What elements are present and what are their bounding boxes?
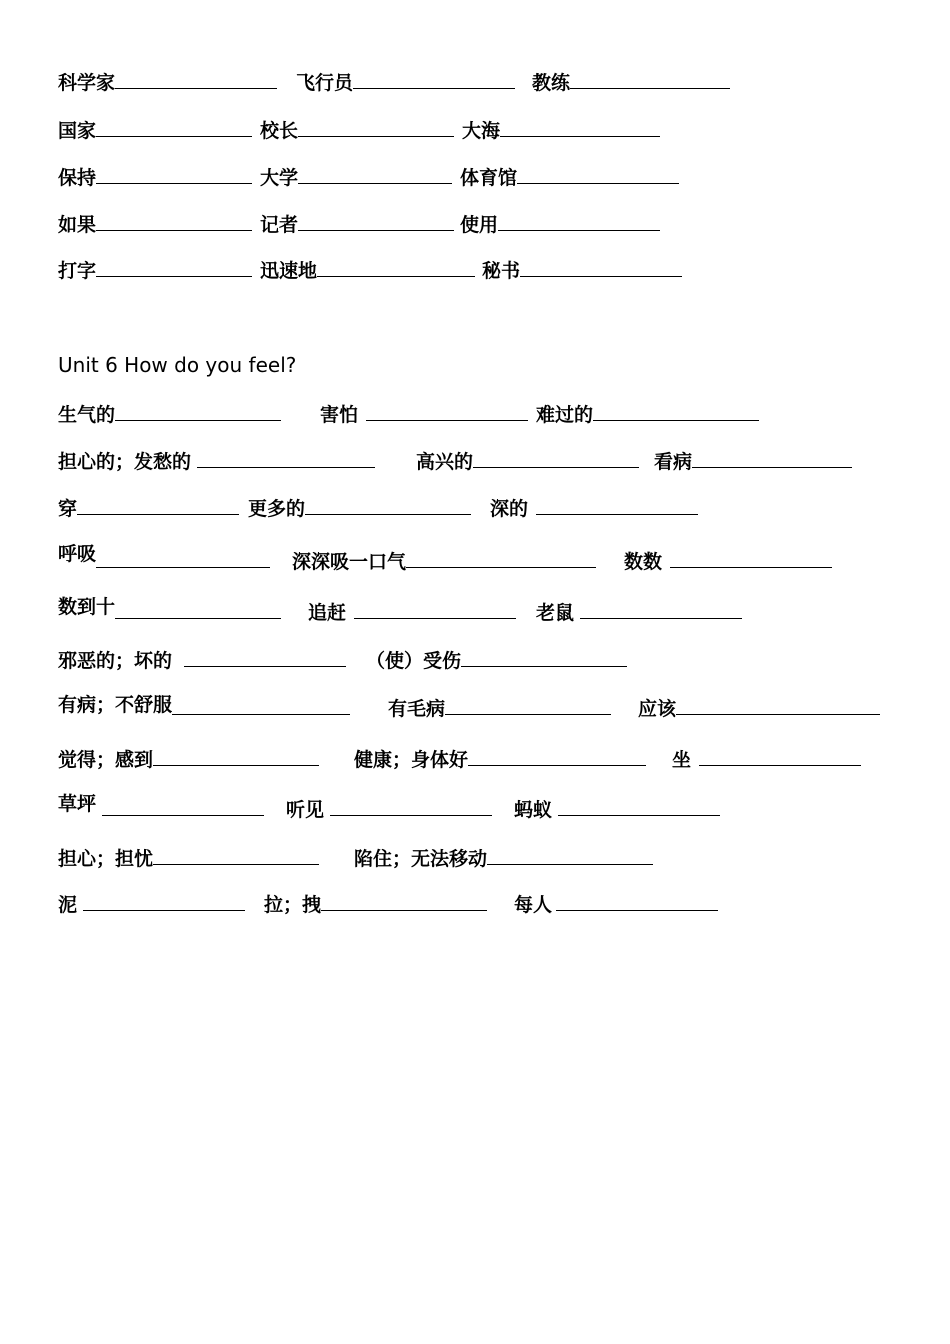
answer-blank[interactable] bbox=[699, 743, 861, 766]
vocab-item bbox=[388, 692, 611, 724]
vocab-label: 高兴的 bbox=[416, 451, 474, 473]
answer-blank[interactable] bbox=[473, 445, 639, 468]
answer-blank[interactable] bbox=[102, 793, 264, 816]
vocab-label: 坐 bbox=[672, 749, 692, 771]
vocab-item bbox=[58, 114, 252, 146]
answer-blank[interactable] bbox=[676, 692, 880, 715]
vocab-label: 追赶 bbox=[308, 602, 347, 624]
unit-heading: Unit 6 How do you feel? bbox=[58, 353, 297, 377]
vocab-item bbox=[462, 114, 660, 146]
answer-blank[interactable] bbox=[520, 254, 682, 277]
vocab-label: 害怕 bbox=[320, 404, 359, 426]
vocab-label: 体育馆 bbox=[460, 167, 518, 189]
vocab-item bbox=[654, 445, 852, 477]
answer-blank[interactable] bbox=[500, 114, 660, 137]
answer-blank[interactable] bbox=[353, 66, 515, 89]
vocab-item bbox=[58, 537, 270, 569]
vocab-label: 健康；身体好 bbox=[354, 749, 469, 771]
answer-blank[interactable] bbox=[354, 596, 516, 619]
answer-blank[interactable] bbox=[461, 644, 627, 667]
vocab-item bbox=[532, 66, 730, 98]
vocab-label: 秘书 bbox=[482, 260, 521, 282]
answer-blank[interactable] bbox=[317, 254, 475, 277]
answer-blank[interactable] bbox=[298, 208, 454, 231]
vocab-label: 呼吸 bbox=[58, 543, 97, 565]
vocab-label: 深深吸一口气 bbox=[292, 551, 407, 573]
answer-blank[interactable] bbox=[96, 254, 252, 277]
vocab-item bbox=[58, 787, 264, 819]
answer-blank[interactable] bbox=[517, 161, 679, 184]
vocab-label: 深的 bbox=[490, 498, 529, 520]
vocab-item bbox=[416, 445, 639, 477]
vocab-label: 迅速地 bbox=[260, 260, 318, 282]
answer-blank[interactable] bbox=[77, 492, 239, 515]
answer-blank[interactable] bbox=[83, 888, 245, 911]
vocab-label: 使用 bbox=[460, 214, 499, 236]
vocab-item bbox=[260, 254, 475, 286]
answer-blank[interactable] bbox=[321, 888, 487, 911]
vocab-item bbox=[58, 161, 252, 193]
answer-blank[interactable] bbox=[366, 398, 528, 421]
vocab-label: 记者 bbox=[260, 214, 299, 236]
answer-blank[interactable] bbox=[580, 596, 742, 619]
vocab-item bbox=[58, 254, 252, 286]
answer-blank[interactable] bbox=[115, 398, 281, 421]
answer-blank[interactable] bbox=[558, 793, 720, 816]
vocab-item bbox=[366, 644, 627, 676]
answer-blank[interactable] bbox=[487, 842, 653, 865]
answer-blank[interactable] bbox=[468, 743, 646, 766]
vocab-item bbox=[320, 398, 528, 430]
vocab-item bbox=[58, 888, 245, 920]
vocab-label: 泥 bbox=[58, 894, 78, 916]
answer-blank[interactable] bbox=[298, 114, 454, 137]
vocab-item bbox=[460, 161, 679, 193]
vocab-item bbox=[58, 492, 239, 524]
vocab-label: 草坪 bbox=[58, 793, 97, 815]
vocab-label: 看病 bbox=[654, 451, 693, 473]
vocab-label: 打字 bbox=[58, 260, 97, 282]
vocab-item bbox=[58, 644, 346, 676]
vocab-item bbox=[460, 208, 660, 240]
vocab-item bbox=[264, 888, 487, 920]
vocab-item bbox=[296, 66, 515, 98]
vocab-label: 数到十 bbox=[58, 596, 116, 618]
answer-blank[interactable] bbox=[670, 545, 832, 568]
answer-blank[interactable] bbox=[184, 644, 346, 667]
vocab-item bbox=[638, 692, 880, 724]
vocab-label: 如果 bbox=[58, 214, 97, 236]
answer-blank[interactable] bbox=[570, 66, 730, 89]
answer-blank[interactable] bbox=[445, 692, 611, 715]
answer-blank[interactable] bbox=[298, 161, 452, 184]
vocab-label: （使）受伤 bbox=[366, 650, 462, 672]
vocab-label: 蚂蚁 bbox=[514, 799, 553, 821]
vocab-label: 觉得；感到 bbox=[58, 749, 154, 771]
answer-blank[interactable] bbox=[96, 114, 252, 137]
vocab-label: 生气的 bbox=[58, 404, 116, 426]
answer-blank[interactable] bbox=[305, 492, 471, 515]
vocab-item bbox=[354, 743, 646, 775]
vocab-label: 应该 bbox=[638, 698, 677, 720]
vocab-item bbox=[354, 842, 653, 874]
answer-blank[interactable] bbox=[330, 793, 492, 816]
vocab-item bbox=[58, 743, 319, 775]
vocab-label: 有毛病 bbox=[388, 698, 446, 720]
vocab-label: 难过的 bbox=[536, 404, 594, 426]
vocab-label: 邪恶的；坏的 bbox=[58, 650, 173, 672]
answer-blank[interactable] bbox=[556, 888, 718, 911]
vocab-item bbox=[260, 161, 452, 193]
vocab-label: 每人 bbox=[514, 894, 553, 916]
answer-blank[interactable] bbox=[96, 161, 252, 184]
vocab-label: 担心；担忧 bbox=[58, 848, 154, 870]
answer-blank[interactable] bbox=[536, 492, 698, 515]
vocab-label: 国家 bbox=[58, 120, 97, 142]
answer-blank[interactable] bbox=[197, 445, 375, 468]
answer-blank[interactable] bbox=[593, 398, 759, 421]
vocab-item bbox=[58, 208, 252, 240]
answer-blank[interactable] bbox=[153, 743, 319, 766]
answer-blank[interactable] bbox=[96, 545, 270, 568]
vocab-item bbox=[514, 888, 718, 920]
answer-blank[interactable] bbox=[115, 66, 277, 89]
answer-blank[interactable] bbox=[96, 208, 252, 231]
vocab-item bbox=[58, 842, 319, 874]
vocab-item bbox=[286, 793, 492, 825]
vocab-label: 数数 bbox=[624, 551, 663, 573]
vocab-label: 更多的 bbox=[248, 498, 306, 520]
vocab-label: 拉；拽 bbox=[264, 894, 322, 916]
vocab-label: 担心的；发愁的 bbox=[58, 451, 192, 473]
vocab-label: 老鼠 bbox=[536, 602, 575, 624]
vocab-label: 科学家 bbox=[58, 72, 116, 94]
vocab-label: 陷住；无法移动 bbox=[354, 848, 488, 870]
answer-blank[interactable] bbox=[406, 545, 596, 568]
vocab-item bbox=[58, 398, 281, 430]
answer-blank[interactable] bbox=[498, 208, 660, 231]
vocab-item bbox=[58, 445, 375, 477]
vocab-label: 保持 bbox=[58, 167, 97, 189]
vocab-label: 大学 bbox=[260, 167, 299, 189]
answer-blank[interactable] bbox=[172, 692, 350, 715]
vocab-item bbox=[260, 208, 454, 240]
vocab-item bbox=[58, 66, 277, 98]
vocab-item bbox=[514, 793, 720, 825]
vocab-item bbox=[624, 545, 832, 577]
vocab-item bbox=[260, 114, 454, 146]
vocab-label: 大海 bbox=[462, 120, 501, 142]
vocab-label: 飞行员 bbox=[296, 72, 354, 94]
vocab-label: 穿 bbox=[58, 498, 78, 520]
vocab-label: 听见 bbox=[286, 799, 325, 821]
vocab-label: 校长 bbox=[260, 120, 299, 142]
vocab-item bbox=[482, 254, 682, 286]
vocab-item bbox=[292, 545, 596, 577]
vocab-item bbox=[58, 688, 350, 720]
vocab-item bbox=[536, 596, 742, 628]
answer-blank[interactable] bbox=[692, 445, 852, 468]
vocab-label: 有病；不舒服 bbox=[58, 694, 173, 716]
answer-blank[interactable] bbox=[153, 842, 319, 865]
vocab-item bbox=[308, 596, 516, 628]
answer-blank[interactable] bbox=[115, 596, 281, 619]
vocab-item bbox=[58, 590, 281, 622]
vocab-item bbox=[536, 398, 759, 430]
vocab-item bbox=[490, 492, 698, 524]
vocab-label: 教练 bbox=[532, 72, 571, 94]
vocab-item bbox=[672, 743, 861, 775]
vocab-item bbox=[248, 492, 471, 524]
